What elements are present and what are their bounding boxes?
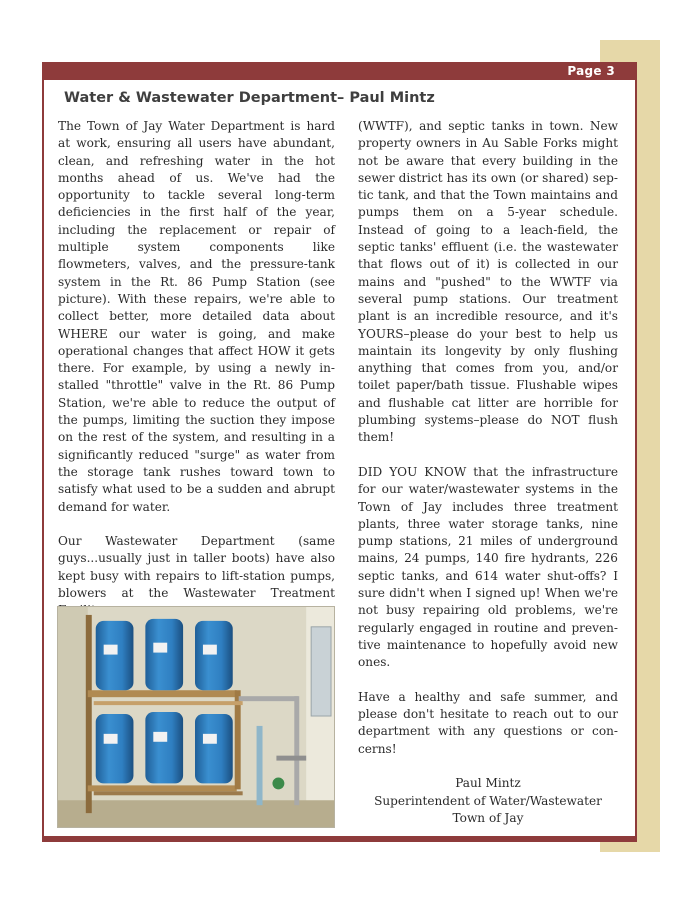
left-column [58,118,335,637]
paragraph: Our Wastewater Department (same guys...usually just in taller boots) have also kept busy with repairs to lift-station pumps, blowers at the Wastewater Treatment [58,534,335,601]
header-bar [42,62,637,82]
page-number: Page 3 [567,64,615,78]
pump-station-photo [57,606,335,828]
article-title: Water & Wastewater Department– Paul Mintz [64,90,435,106]
paragraph: DID YOU KNOW that the infrastructure for our water/wastewater systems in the Town of Jay includes three treatment plants, three water storage tanks, nine pump stations, 21 miles of underground mains, 24 pumps, 140 fire hydrants, 226 septic tanks, and 614 water shut-offs? I sure didn't when I signed up! When we're not busy repairing old problems, we're regularly engaged in routine and preventive maintenance to hopefully avoid new ones. [358,464,618,670]
pressure-tanks-illustration [58,607,334,827]
paragraph: The Town of Jay Water Department is hard at work, ensuring all users have abundant, clean, and refreshing water in the hot months ahead of us. We've had the opportunity to tackle several long-term deficiencies in the first half of the year, including the replacement or repair of multiple system components like flowmeters, valves, and the pressure-tank system in the Rt. 86 Pump Station (see picture). With these repairs, we're able to collect better, more detailed data about WHERE our water is going, and make operational changes that affect HOW it gets there. For example, by using a newly installed "throttle" valve in the Rt. 86 Pump Station, we're able to reduce the output of the pumps, limiting the suction they impose on the rest of the system, and resulting in a significantly reduced "surge" as water from the storage tank rushes toward town to satisfy what used to be a sudden and abrupt demand for water. [58,119,335,514]
right-column [358,118,618,827]
signature-role: Superintendent of Water/Wastewater [374,793,602,808]
paragraph: Have a healthy and safe summer, and please don't hesitate to reach out to our department with any questions or concerns! [358,689,618,756]
paragraph: (WWTF), and septic tanks in town. New property owners in Au Sable Forks might not be aware that every building in the sewer district has its own (or shared) septic tank, and that the Town maintains and pumps them on a 5-year schedule. Instead of going to a leach-field, the septic tanks' effluent (i.e. the wastewater that flows out of it) is collected in our mains and "pushed" to the WWTF via several pump stations. Our treatment plant is an incredible resource, and it's YOURS–please do your best to help us maintain its longevity by only flushing anything that comes from you, and/or toilet paper/bath tissue. Flushable wipes and flushable cat litter are horrible for plumbing systems–please do NOT flush them! [358,119,618,445]
signature-block [358,775,618,827]
signature-name: Paul Mintz [455,776,521,791]
signature-org: Town of Jay [452,810,524,825]
footer-bar [42,836,637,842]
